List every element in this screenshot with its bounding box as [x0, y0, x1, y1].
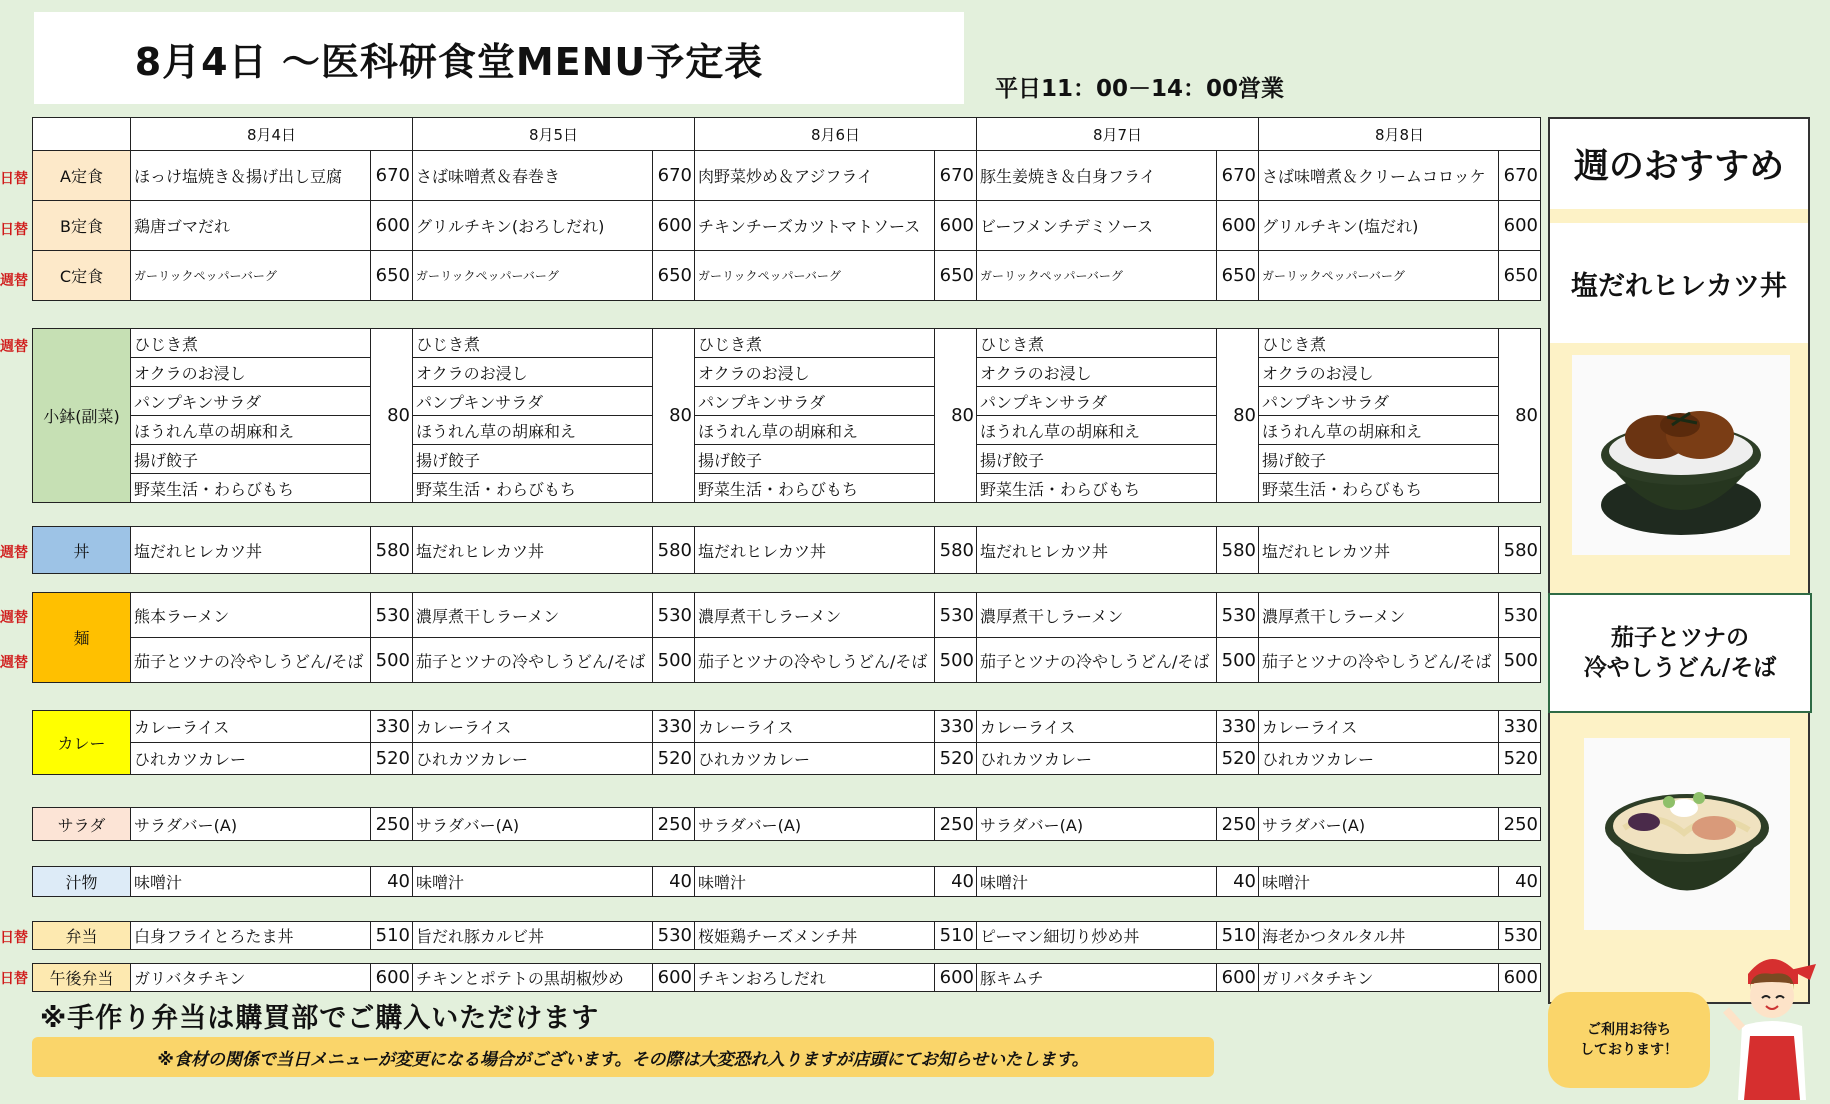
- category-soup: 汁物: [33, 867, 131, 897]
- katsudon-photo: [1572, 355, 1790, 555]
- menu-item: ガーリックペッパーバーグ: [695, 251, 935, 301]
- price-cell: 530: [1217, 593, 1259, 638]
- menu-item: カレーライス: [131, 711, 371, 743]
- menu-item: サラダバー(A): [977, 808, 1217, 841]
- menu-item: 味噌汁: [413, 867, 653, 897]
- menu-item: グリルチキン(塩だれ): [1259, 201, 1499, 251]
- price-cell: 80: [935, 329, 977, 503]
- kobachi-item: パンプキンサラダ: [1259, 387, 1499, 416]
- price-cell: 580: [653, 527, 695, 574]
- price-cell: 510: [935, 922, 977, 950]
- price-cell: 670: [1217, 151, 1259, 201]
- price-cell: 80: [1217, 329, 1259, 503]
- tag-daily: 日替: [0, 171, 28, 187]
- tag-daily: 日替: [0, 971, 28, 987]
- title-banner: [34, 12, 964, 104]
- price-cell: 40: [1217, 867, 1259, 897]
- menu-item: カレーライス: [1259, 711, 1499, 743]
- udon-photo: [1584, 738, 1790, 930]
- kobachi-item: ほうれん草の胡麻和え: [413, 416, 653, 445]
- menu-item: カレーライス: [413, 711, 653, 743]
- menu-item: チキンチーズカツトマトソース: [695, 201, 935, 251]
- kobachi-item: ひじき煮: [131, 329, 371, 358]
- price-cell: 650: [935, 251, 977, 301]
- curry-table: [32, 710, 1541, 775]
- welcome-line2: しております！: [1580, 1042, 1678, 1058]
- kobachi-item: 野菜生活・わらびもち: [413, 474, 653, 503]
- price-cell: 650: [653, 251, 695, 301]
- business-hours: 平日11：00－14：00営業: [995, 76, 1285, 102]
- price-cell: 600: [653, 201, 695, 251]
- kobachi-item: ほうれん草の胡麻和え: [695, 416, 935, 445]
- menu-item: ひれカツカレー: [131, 743, 371, 775]
- salad-table: [32, 807, 1541, 841]
- kobachi-item: 野菜生活・わらびもち: [131, 474, 371, 503]
- category-b: B定食: [33, 201, 131, 251]
- day-header: 8月7日: [977, 118, 1259, 151]
- price-cell: 520: [371, 743, 413, 775]
- kobachi-item: パンプキンサラダ: [977, 387, 1217, 416]
- kobachi-item: オクラのお浸し: [413, 358, 653, 387]
- price-cell: 530: [653, 593, 695, 638]
- menu-item: カレーライス: [977, 711, 1217, 743]
- menu-item: カレーライス: [695, 711, 935, 743]
- price-cell: 580: [371, 527, 413, 574]
- menu-item: 塩だれヒレカツ丼: [695, 527, 935, 574]
- price-cell: 530: [653, 922, 695, 950]
- menu-item: ガーリックペッパーバーグ: [131, 251, 371, 301]
- day-header: 8月8日: [1259, 118, 1541, 151]
- menu-item: ひれカツカレー: [1259, 743, 1499, 775]
- price-cell: 330: [1217, 711, 1259, 743]
- price-cell: 650: [371, 251, 413, 301]
- category-don: 丼: [33, 527, 131, 574]
- kobachi-item: オクラのお浸し: [1259, 358, 1499, 387]
- menu-item: 味噌汁: [131, 867, 371, 897]
- kobachi-item: ひじき煮: [695, 329, 935, 358]
- kobachi-item: 揚げ餃子: [413, 445, 653, 474]
- price-cell: 580: [935, 527, 977, 574]
- don-table: [32, 526, 1541, 574]
- kobachi-item: パンプキンサラダ: [695, 387, 935, 416]
- day-header: 8月5日: [413, 118, 695, 151]
- price-cell: 670: [653, 151, 695, 201]
- tag-daily: 日替: [0, 930, 28, 946]
- price-cell: 600: [1217, 964, 1259, 992]
- price-cell: 510: [371, 922, 413, 950]
- menu-item: 塩だれヒレカツ丼: [413, 527, 653, 574]
- menu-item: ひれカツカレー: [413, 743, 653, 775]
- welcome-line1: ご利用お待ち: [1587, 1022, 1671, 1038]
- bento-note: ※手作り弁当は購買部でご購入いただけます: [40, 1003, 600, 1034]
- category-men: 麺: [33, 593, 131, 683]
- kobachi-item: オクラのお浸し: [131, 358, 371, 387]
- price-cell: 500: [1217, 638, 1259, 683]
- change-notice-text: ※食材の関係で当日メニューが変更になる場合がございます。その際は大変恐れ入りますが店頭にてお知らせいたします。: [157, 1049, 1089, 1070]
- menu-item: 熊本ラーメン: [131, 593, 371, 638]
- price-cell: 650: [1499, 251, 1541, 301]
- men-table: [32, 592, 1541, 683]
- menu-item: ほっけ塩焼き＆揚げ出し豆腐: [131, 151, 371, 201]
- price-cell: 580: [1217, 527, 1259, 574]
- menu-item: ピーマン細切り炒め丼: [977, 922, 1217, 950]
- day-header: 8月6日: [695, 118, 977, 151]
- menu-item: 旨だれ豚カルビ丼: [413, 922, 653, 950]
- price-cell: 250: [371, 808, 413, 841]
- menu-item: 豚生姜焼き＆白身フライ: [977, 151, 1217, 201]
- menu-item: チキンおろしだれ: [695, 964, 935, 992]
- price-cell: 600: [1499, 964, 1541, 992]
- price-cell: 80: [1499, 329, 1541, 503]
- recommend-title: 週のおすすめ: [1550, 119, 1808, 209]
- kobachi-item: ほうれん草の胡麻和え: [977, 416, 1217, 445]
- category-afternoon: 午後弁当: [33, 964, 131, 992]
- kobachi-item: ほうれん草の胡麻和え: [1259, 416, 1499, 445]
- price-cell: 530: [935, 593, 977, 638]
- category-curry: カレー: [33, 711, 131, 775]
- menu-item: 濃厚煮干しラーメン: [413, 593, 653, 638]
- price-cell: 500: [653, 638, 695, 683]
- price-cell: 40: [1499, 867, 1541, 897]
- menu-item: サラダバー(A): [131, 808, 371, 841]
- menu-item: 塩だれヒレカツ丼: [131, 527, 371, 574]
- price-cell: 600: [1217, 201, 1259, 251]
- menu-item: 味噌汁: [695, 867, 935, 897]
- price-cell: 670: [1499, 151, 1541, 201]
- corner-cell: [33, 118, 131, 151]
- kobachi-item: パンプキンサラダ: [131, 387, 371, 416]
- menu-item: ガーリックペッパーバーグ: [977, 251, 1217, 301]
- price-cell: 40: [935, 867, 977, 897]
- menu-item: ガーリックペッパーバーグ: [413, 251, 653, 301]
- price-cell: 80: [653, 329, 695, 503]
- menu-item: サラダバー(A): [695, 808, 935, 841]
- menu-item: 海老かつタルタル丼: [1259, 922, 1499, 950]
- menu-item: サラダバー(A): [1259, 808, 1499, 841]
- afternoon-table: [32, 963, 1541, 992]
- menu-item: 茄子とツナの冷やしうどん/そば: [413, 638, 653, 683]
- price-cell: 580: [1499, 527, 1541, 574]
- menu-item: さば味噌煮＆クリームコロッケ: [1259, 151, 1499, 201]
- category-c: C定食: [33, 251, 131, 301]
- menu-item: 味噌汁: [977, 867, 1217, 897]
- price-cell: 250: [1217, 808, 1259, 841]
- menu-item: ガリバタチキン: [1259, 964, 1499, 992]
- menu-item: ガーリックペッパーバーグ: [1259, 251, 1499, 301]
- price-cell: 520: [1499, 743, 1541, 775]
- menu-item: ひれカツカレー: [695, 743, 935, 775]
- price-cell: 600: [371, 964, 413, 992]
- category-kobachi: 小鉢(副菜): [33, 329, 131, 503]
- staff-illustration: [1720, 940, 1824, 1100]
- price-cell: 250: [1499, 808, 1541, 841]
- price-cell: 520: [653, 743, 695, 775]
- welcome-bubble: [1548, 992, 1710, 1088]
- price-cell: 330: [935, 711, 977, 743]
- menu-item: 茄子とツナの冷やしうどん/そば: [695, 638, 935, 683]
- kobachi-item: オクラのお浸し: [977, 358, 1217, 387]
- tag-daily: 日替: [0, 222, 28, 238]
- tag-weekly: 週替: [0, 610, 28, 626]
- price-cell: 330: [653, 711, 695, 743]
- menu-item: 茄子とツナの冷やしうどん/そば: [977, 638, 1217, 683]
- menu-item: 塩だれヒレカツ丼: [1259, 527, 1499, 574]
- price-cell: 40: [653, 867, 695, 897]
- price-cell: 530: [1499, 593, 1541, 638]
- recommend-udon-line2: 冷やしうどん/そば: [1583, 655, 1777, 681]
- menu-item: さば味噌煮＆春巻き: [413, 151, 653, 201]
- price-cell: 650: [1217, 251, 1259, 301]
- kobachi-item: 揚げ餃子: [1259, 445, 1499, 474]
- kobachi-table: [32, 328, 1541, 503]
- menu-item: グリルチキン(おろしだれ): [413, 201, 653, 251]
- price-cell: 520: [1217, 743, 1259, 775]
- price-cell: 520: [935, 743, 977, 775]
- menu-item: 肉野菜炒め＆アジフライ: [695, 151, 935, 201]
- menu-item: 茄子とツナの冷やしうどん/そば: [1259, 638, 1499, 683]
- kobachi-item: 揚げ餃子: [695, 445, 935, 474]
- menu-item: チキンとポテトの黒胡椒炒め: [413, 964, 653, 992]
- weekly-recommend-panel: [1548, 117, 1810, 1004]
- price-cell: 600: [371, 201, 413, 251]
- kobachi-item: ひじき煮: [1259, 329, 1499, 358]
- kobachi-item: 揚げ餃子: [131, 445, 371, 474]
- tag-weekly: 週替: [0, 545, 28, 561]
- price-cell: 330: [371, 711, 413, 743]
- price-cell: 500: [371, 638, 413, 683]
- price-cell: 600: [935, 964, 977, 992]
- menu-item: 豚キムチ: [977, 964, 1217, 992]
- price-cell: 530: [1499, 922, 1541, 950]
- kobachi-item: ひじき煮: [413, 329, 653, 358]
- teishoku-table: [32, 117, 1541, 301]
- tag-weekly: 週替: [0, 339, 28, 355]
- kobachi-item: 野菜生活・わらびもち: [695, 474, 935, 503]
- menu-item: 茄子とツナの冷やしうどん/そば: [131, 638, 371, 683]
- price-cell: 330: [1499, 711, 1541, 743]
- kobachi-item: ほうれん草の胡麻和え: [131, 416, 371, 445]
- recommend-item-don: 塩だれヒレカツ丼: [1550, 223, 1808, 343]
- menu-item: 塩だれヒレカツ丼: [977, 527, 1217, 574]
- kobachi-item: オクラのお浸し: [695, 358, 935, 387]
- menu-item: 味噌汁: [1259, 867, 1499, 897]
- kobachi-item: 野菜生活・わらびもち: [977, 474, 1217, 503]
- menu-item: ビーフメンチデミソース: [977, 201, 1217, 251]
- category-bento: 弁当: [33, 922, 131, 950]
- menu-item: ひれカツカレー: [977, 743, 1217, 775]
- day-header: 8月4日: [131, 118, 413, 151]
- kobachi-item: 野菜生活・わらびもち: [1259, 474, 1499, 503]
- tag-weekly: 週替: [0, 655, 28, 671]
- price-cell: 250: [653, 808, 695, 841]
- change-notice: [32, 1037, 1214, 1077]
- recommend-item-udon: [1548, 593, 1812, 713]
- price-cell: 510: [1217, 922, 1259, 950]
- kobachi-item: 揚げ餃子: [977, 445, 1217, 474]
- soup-table: [32, 866, 1541, 897]
- price-cell: 40: [371, 867, 413, 897]
- price-cell: 600: [1499, 201, 1541, 251]
- menu-item: ガリバタチキン: [131, 964, 371, 992]
- category-a: A定食: [33, 151, 131, 201]
- recommend-udon-line1: 茄子とツナの: [1611, 625, 1749, 651]
- price-cell: 600: [653, 964, 695, 992]
- menu-item: 鶏唐ゴマだれ: [131, 201, 371, 251]
- price-cell: 500: [935, 638, 977, 683]
- category-salad: サラダ: [33, 808, 131, 841]
- menu-item: 濃厚煮干しラーメン: [1259, 593, 1499, 638]
- kobachi-item: パンプキンサラダ: [413, 387, 653, 416]
- price-cell: 670: [935, 151, 977, 201]
- page-title: 8月4日 ～医科研食堂MENU予定表: [134, 39, 764, 84]
- menu-item: 濃厚煮干しラーメン: [977, 593, 1217, 638]
- menu-item: 白身フライとろたま丼: [131, 922, 371, 950]
- price-cell: 250: [935, 808, 977, 841]
- bento-table: [32, 921, 1541, 950]
- price-cell: 500: [1499, 638, 1541, 683]
- menu-item: 桜姫鶏チーズメンチ丼: [695, 922, 935, 950]
- kobachi-item: ひじき煮: [977, 329, 1217, 358]
- menu-item: サラダバー(A): [413, 808, 653, 841]
- price-cell: 530: [371, 593, 413, 638]
- tag-weekly: 週替: [0, 273, 28, 289]
- menu-item: 濃厚煮干しラーメン: [695, 593, 935, 638]
- price-cell: 670: [371, 151, 413, 201]
- price-cell: 600: [935, 201, 977, 251]
- price-cell: 80: [371, 329, 413, 503]
